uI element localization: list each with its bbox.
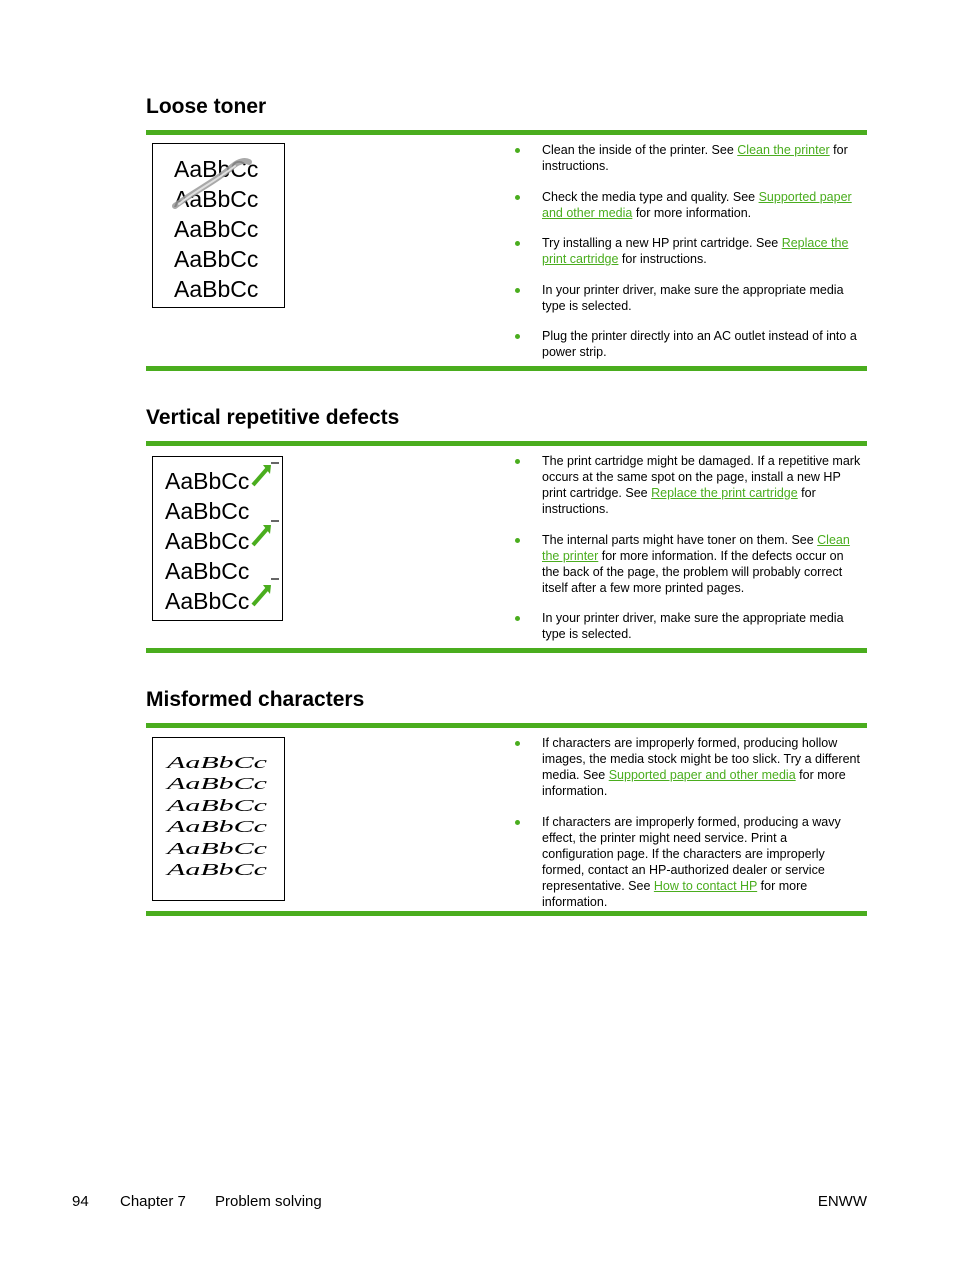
loose-toner-sample-image	[152, 143, 285, 308]
section-top-rule	[146, 441, 867, 446]
sample-line: AaBbCc	[174, 276, 259, 302]
section-bottom-rule	[146, 648, 867, 653]
sample-line: AaBbCc	[165, 528, 250, 554]
link-clean-the-printer[interactable]: Clean the printer	[737, 143, 830, 157]
footer-chapter-title: Problem solving	[215, 1193, 322, 1210]
list-item: Check the media type and quality. See Supported paper and other media for more information.	[512, 189, 862, 221]
defect-arrow-icon	[253, 585, 271, 605]
loose-toner-solutions-list	[512, 142, 862, 375]
list-item: In your printer driver, make sure the appropriate media type is selected.	[512, 282, 862, 314]
sample-line: AaBbCc	[165, 796, 268, 815]
sample-line: AaBbCc	[165, 498, 250, 524]
sample-line: AaBbCc	[174, 186, 259, 212]
link-replace-cartridge[interactable]: Replace the print cartridge	[651, 486, 798, 500]
section-bottom-rule	[146, 366, 867, 371]
sample-line: AaBbCc	[165, 839, 268, 858]
list-item: The internal parts might have toner on them. See Clean the printer for more information. If the defects occur on the back of the page, the problem will probably correct itself after a few more printed pages.	[512, 532, 862, 596]
misformed-characters-sample-image	[152, 737, 285, 901]
list-item: The print cartridge might be damaged. If a repetitive mark occurs at the same spot on the page, install a new HP print cartridge. See Replace the print cartridge for instructions.	[512, 453, 862, 517]
list-item: Plug the printer directly into an AC outlet instead of into a power strip.	[512, 328, 862, 360]
sample-line: AaBbCc	[165, 468, 250, 494]
sample-line: AaBbCc	[165, 860, 268, 879]
list-item: If characters are improperly formed, producing hollow images, the media stock might be too slick. Try a different media. See Supported paper and other media for more information.	[512, 735, 862, 799]
section-title-loose-toner: Loose toner	[146, 95, 267, 118]
sample-line: AaBbCc	[174, 156, 259, 182]
defect-arrow-icon	[253, 525, 271, 545]
list-item: Clean the inside of the printer. See Clean the printer for instructions.	[512, 142, 862, 174]
vertical-defects-sample-image	[152, 456, 283, 621]
section-top-rule	[146, 723, 867, 728]
list-item: In your printer driver, make sure the appropriate media type is selected.	[512, 610, 862, 642]
link-supported-paper[interactable]: Supported paper and other media	[608, 768, 796, 782]
sample-line: AaBbCc	[165, 817, 268, 836]
section-title-vertical-defects: Vertical repetitive defects	[146, 406, 400, 429]
link-replace-cartridge[interactable]: Replace the print cartridge	[542, 236, 849, 266]
link-supported-paper[interactable]: Supported paper and other media	[542, 189, 852, 220]
sample-line: AaBbCc	[165, 588, 250, 614]
list-item: Try installing a new HP print cartridge. See Replace the print cartridge for instructions.	[512, 235, 862, 267]
section-top-rule	[146, 130, 867, 135]
misformed-characters-solutions-list	[512, 735, 862, 924]
footer-edition: ENWW	[817, 1193, 867, 1210]
sample-line: AaBbCc	[165, 558, 250, 584]
link-clean-the-printer[interactable]: Clean the printer	[542, 532, 850, 563]
sample-line: AaBbCc	[165, 774, 268, 793]
sample-line: AaBbCc	[165, 753, 268, 772]
defect-arrow-icon	[253, 465, 271, 485]
link-how-to-contact-hp[interactable]: How to contact HP	[653, 878, 758, 893]
footer-chapter: Chapter 7	[120, 1193, 186, 1210]
section-bottom-rule	[146, 911, 867, 916]
vertical-defects-solutions-list	[512, 453, 862, 657]
section-title-misformed-characters: Misformed characters	[146, 688, 365, 711]
list-item: If characters are improperly formed, producing a wavy effect, the printer might need service. Print a configuration page. If the characters are improperly formed, contact an HP-authorized dealer or service representative. See How to contact HP for more information.	[512, 814, 862, 910]
page-number: 94	[72, 1193, 89, 1210]
sample-line: AaBbCc	[174, 246, 259, 272]
sample-line: AaBbCc	[174, 216, 259, 242]
